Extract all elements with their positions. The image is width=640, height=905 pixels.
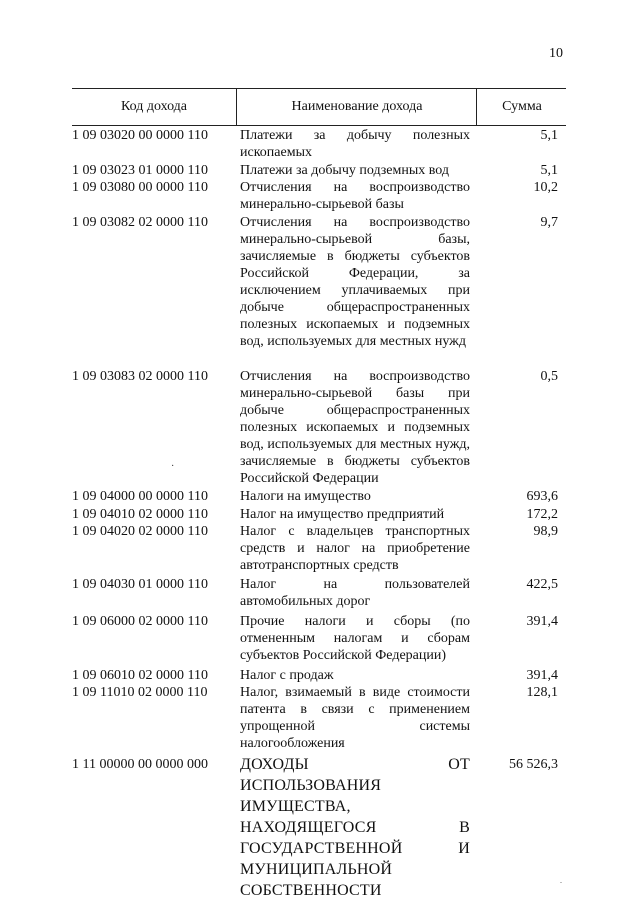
income-amount: 10,2	[533, 180, 558, 195]
income-name: Отчисления на воспроизводство минерально-сырьевой базы	[240, 180, 470, 212]
income-code: 1 09 04000 00 0000 110	[72, 489, 208, 504]
income-code: 1 09 11010 02 0000 110	[72, 685, 208, 700]
header-code: Код дохода	[120, 99, 188, 114]
income-code: 1 09 03020 00 0000 110	[72, 128, 208, 143]
income-amount: 56 526,3	[509, 757, 558, 772]
income-amount: 5,1	[540, 163, 558, 178]
income-code: 1 09 04030 01 0000 110	[72, 577, 208, 592]
income-amount: 98,9	[533, 524, 558, 539]
income-name: Налог на пользователей автомобильных дорог	[240, 577, 470, 609]
income-amount: 5,1	[540, 128, 558, 143]
income-code: 1 09 03083 02 0000 110	[72, 369, 208, 384]
income-code: 1 09 03023 01 0000 110	[72, 163, 208, 178]
income-amount: 9,7	[540, 215, 558, 230]
header-name: Наименование дохода	[236, 89, 477, 125]
income-code: 1 09 04010 02 0000 110	[72, 507, 208, 522]
income-name: Налог с продаж	[240, 668, 334, 683]
page-number: 10	[549, 46, 563, 61]
income-amount: 0,5	[540, 369, 558, 384]
income-code: 1 09 04020 02 0000 110	[72, 524, 208, 539]
income-name: Налоги на имущество	[240, 489, 371, 504]
income-code: 1 09 06000 02 0000 110	[72, 614, 208, 629]
scan-dot: .	[560, 876, 562, 885]
income-code: 1 09 03080 00 0000 110	[72, 180, 208, 195]
income-name: Прочие налоги и сборы (по отмененным налогам и сборам субъектов Российской Федерации)	[240, 614, 470, 663]
income-name: Платежи за добычу подземных вод	[240, 163, 450, 178]
income-amount: 693,6	[526, 489, 558, 504]
table-header	[72, 88, 566, 126]
header-sum: Сумма	[476, 89, 567, 125]
income-name: Налог на имущество предприятий	[240, 507, 445, 522]
income-code: 1 09 06010 02 0000 110	[72, 668, 208, 683]
income-amount: 422,5	[526, 577, 558, 592]
income-name: Платежи за добычу полезных ископаемых	[240, 128, 470, 160]
scan-dot: ·	[171, 461, 175, 472]
income-code: 1 09 03082 02 0000 110	[72, 215, 208, 230]
income-amount: 391,4	[526, 614, 558, 629]
income-name: Отчисления на воспроизводство минерально-сырьевой базы при добыче общераспространенных полезных ископаемых и подземных вод, используемых для местных нужд, зачисляемые в бюджеты субъектов Российской Федерации	[240, 369, 470, 486]
income-amount: 391,4	[526, 668, 558, 683]
income-name: Налог с владельцев транспортных средств и налог на приобретение автотранспортных средств	[240, 524, 470, 573]
income-name: ДОХОДЫ ОТ ИСПОЛЬЗОВАНИЯ ИМУЩЕСТВА, НАХОДЯЩЕГОСЯ В ГОСУДАРСТВЕННОЙ И МУНИЦИПАЛЬНОЙ СОБСТВЕННОСТИ	[240, 756, 470, 899]
income-amount: 172,2	[526, 507, 558, 522]
income-code: 1 11 00000 00 0000 000	[72, 757, 208, 772]
income-name: Налог, взимаемый в виде стоимости патента в связи с применением упрощенной системы налогообложения	[240, 685, 470, 751]
income-name: Отчисления на воспроизводство минерально-сырьевой базы, зачисляемые в бюджеты субъектов Российской Федерации, за исключением уплачиваемых при добыче общераспространенных полезных ископаемых и подземных вод, используемых для местных нужд	[240, 215, 470, 349]
income-amount: 128,1	[526, 685, 558, 700]
